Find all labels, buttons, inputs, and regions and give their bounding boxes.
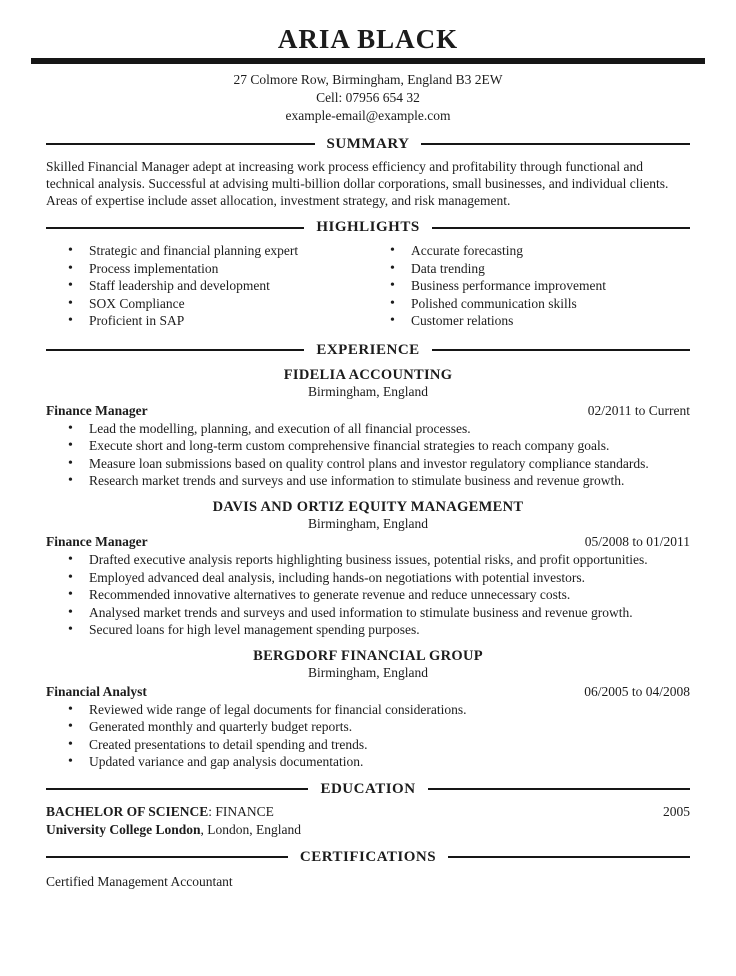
graduation-year: 2005 [663, 803, 690, 819]
job-bullet: • Lead the modelling, planning, and execution of all financial processes. [46, 421, 690, 437]
summary-text: Skilled Financial Manager adept at increasing work process efficiency and profitability through functional and technical analysis. Successful at advising multi-billion dollar corporations, small businesses, and individual clients. Areas of expertise include asset allocation, investment strategy, and risk management. [46, 158, 669, 209]
degree-field: : FINANCE [208, 803, 274, 819]
school-name: University College London [46, 821, 201, 837]
job-bullet: • Reviewed wide range of legal documents for financial considerations. [46, 702, 690, 718]
contact-cell: Cell: 07956 654 32 [316, 90, 420, 106]
highlight-item: • Process implementation [46, 261, 368, 277]
job-bullet: • Drafted executive analysis reports highlighting business issues, potential risks, and profit opportunities. [46, 552, 690, 568]
contact-address: 27 Colmore Row, Birmingham, England B3 2EW [233, 72, 503, 87]
rule-line [432, 349, 690, 351]
rule-line [428, 788, 690, 790]
rule-line [46, 143, 315, 145]
job-dates: 06/2005 to 04/2008 [584, 683, 690, 699]
highlight-item: • Customer relations [368, 313, 690, 329]
job-bullet-list [46, 702, 690, 771]
job-bullet: • Secured loans for high level management spending purposes. [46, 622, 690, 638]
highlight-item: • Data trending [368, 261, 690, 277]
highlight-item: • Strategic and financial planning expert [46, 243, 368, 259]
school-location: , London, England [200, 821, 302, 837]
company-location: Birmingham, England [308, 515, 428, 531]
degree-text [46, 803, 274, 821]
job-entry [46, 499, 690, 639]
resume-page [0, 24, 736, 976]
section-title: CERTIFICATIONS [299, 848, 437, 865]
company-location: Birmingham, England [308, 383, 428, 399]
job-dates: 05/2008 to 01/2011 [584, 534, 690, 550]
highlights-header [46, 219, 690, 236]
job-dates: 02/2011 to Current [587, 402, 690, 418]
job-entry [46, 648, 690, 771]
job-entry [46, 367, 690, 490]
rule-line [432, 227, 690, 229]
candidate-name: ARIA BLACK [277, 24, 459, 54]
company-name: DAVIS AND ORTIZ EQUITY MANAGEMENT [212, 498, 524, 515]
highlight-item: • Proficient in SAP [46, 313, 368, 329]
contact-block [0, 71, 736, 126]
section-title: SUMMARY [326, 135, 410, 152]
job-bullet: • Analysed market trends and surveys and used information to stimulate business and revenue growth. [46, 605, 690, 621]
education-section [46, 781, 690, 839]
role-row [46, 403, 690, 419]
job-bullet: • Research market trends and surveys and use information to stimulate business and revenue growth. [46, 473, 690, 489]
highlight-item: • Polished communication skills [368, 296, 690, 312]
highlight-item: • SOX Compliance [46, 296, 368, 312]
experience-header [46, 342, 690, 359]
highlight-item: • Staff leadership and development [46, 278, 368, 294]
role-row [46, 534, 690, 550]
rule-line [46, 227, 304, 229]
resume-header [0, 24, 736, 126]
highlights-right-column [368, 241, 690, 331]
highlights-columns [46, 241, 690, 331]
job-bullet: • Employed advanced deal analysis, including hands-on negotiations with potential investors. [46, 570, 690, 586]
company-name: BERGDORF FINANCIAL GROUP [253, 647, 483, 664]
resume-content [46, 136, 690, 890]
job-bullet-list [46, 552, 690, 638]
header-double-rule [31, 58, 705, 64]
rule-line [421, 143, 690, 145]
school-row [46, 821, 690, 839]
degree-name: BACHELOR OF SCIENCE [46, 803, 209, 819]
job-bullet-list [46, 421, 690, 490]
highlight-item: • Accurate forecasting [368, 243, 690, 259]
certification-item: Certified Management Accountant [46, 873, 233, 889]
company-name: FIDELIA ACCOUNTING [283, 366, 453, 383]
job-bullet: • Measure loan submissions based on quality control plans and investor regulatory compliance standards. [46, 456, 690, 472]
highlight-item: • Business performance improvement [368, 278, 690, 294]
highlights-section [46, 219, 690, 331]
company-location: Birmingham, England [308, 664, 428, 680]
job-bullet: • Updated variance and gap analysis documentation. [46, 754, 690, 770]
section-title: EDUCATION [320, 780, 416, 797]
education-header [46, 781, 690, 798]
job-bullet: • Execute short and long-term custom comprehensive financial strategies to reach company goals. [46, 438, 690, 454]
rule-line [448, 856, 690, 858]
certifications-header [46, 849, 690, 866]
rule-line [46, 788, 308, 790]
summary-section [46, 136, 690, 210]
experience-section [46, 342, 690, 771]
job-bullet: • Generated monthly and quarterly budget reports. [46, 719, 690, 735]
rule-line [46, 856, 288, 858]
job-bullet: • Created presentations to detail spending and trends. [46, 737, 690, 753]
job-bullet: • Recommended innovative alternatives to generate revenue and reduce unnecessary costs. [46, 587, 690, 603]
job-title: Finance Manager [46, 534, 148, 550]
role-row [46, 684, 690, 700]
degree-row [46, 803, 690, 821]
section-title: EXPERIENCE [316, 341, 420, 358]
rule-line [46, 349, 304, 351]
job-title: Financial Analyst [46, 683, 147, 699]
section-title: HIGHLIGHTS [316, 219, 420, 236]
certifications-section [46, 849, 690, 890]
highlights-list-right [368, 243, 690, 329]
highlights-left-column [46, 241, 368, 331]
summary-header [46, 136, 690, 153]
contact-email: example-email@example.com [285, 108, 451, 124]
job-title: Finance Manager [46, 402, 148, 418]
highlights-list-left [46, 243, 368, 329]
